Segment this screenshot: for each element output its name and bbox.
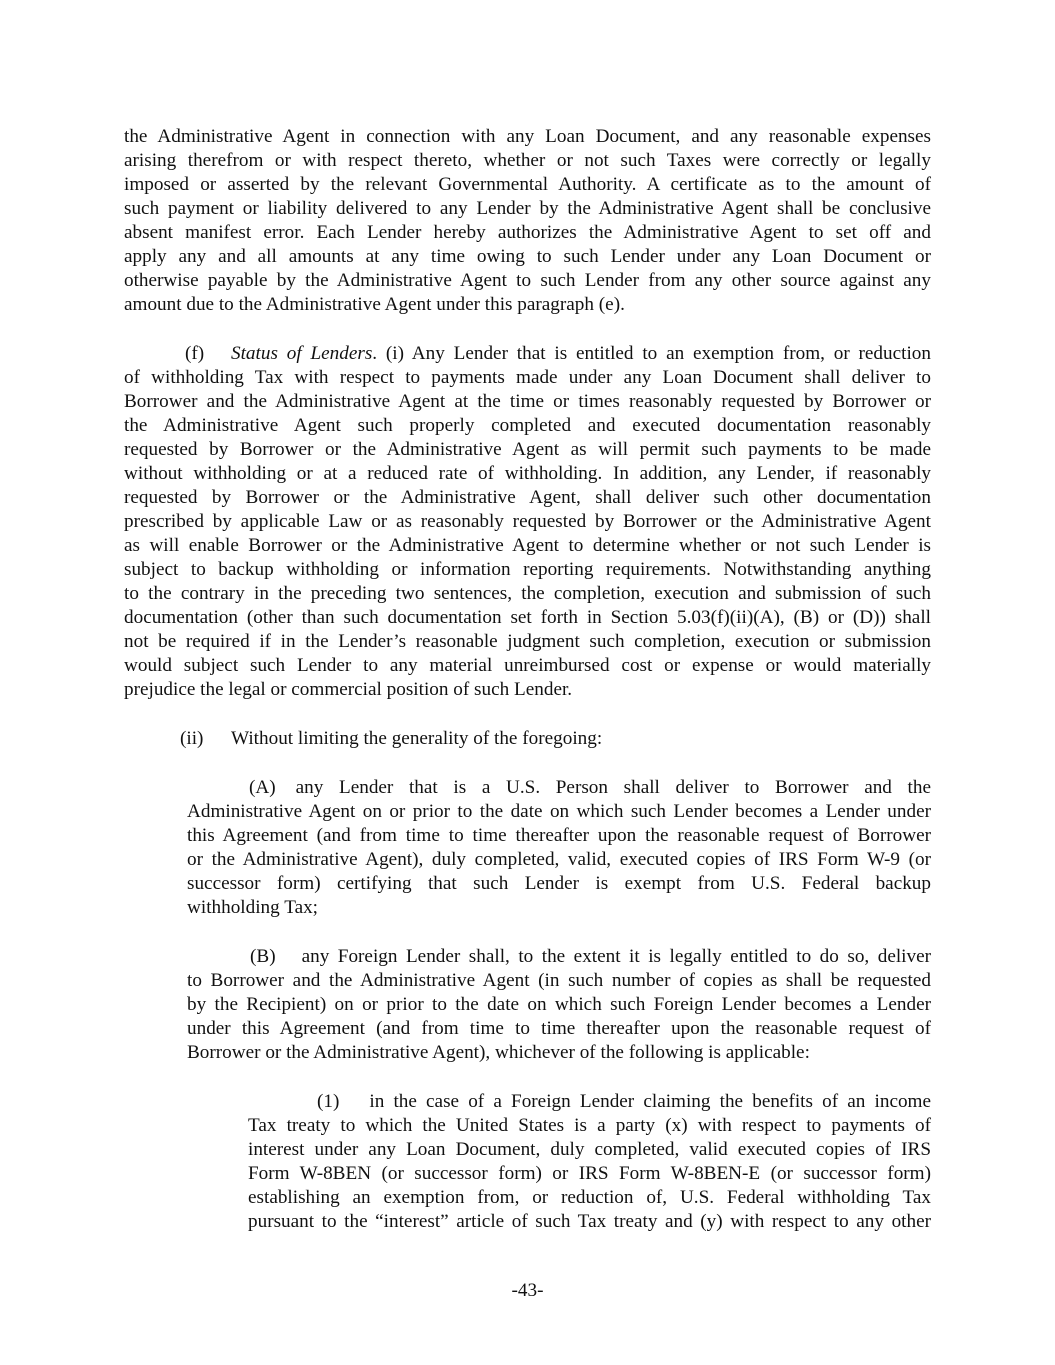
text-line: (f) Status of Lenders. (i) Any Lender that is entitled to an exemption from, or reduction: [185, 343, 931, 364]
paragraph-label: (1): [317, 1091, 340, 1112]
text-line: documentation (other than such documentation set forth in Section 5.03(f)(ii)(A), (B) or (D)) shall: [124, 607, 931, 628]
text-line: interest under any Loan Document, duly completed, valid executed copies of IRS: [248, 1139, 931, 1160]
text-line: absent manifest error. Each Lender hereby authorizes the Administrative Agent to set off and: [124, 222, 931, 243]
paragraph-label: (f): [185, 343, 205, 364]
text-line: (B) any Foreign Lender shall, to the extent it is legally entitled to do so, deliver: [250, 946, 931, 967]
text-line: pursuant to the “interest” article of such Tax treaty and (y) with respect to any other: [248, 1211, 931, 1232]
text-line: Administrative Agent on or prior to the date on which such Lender becomes a Lender under: [187, 801, 931, 822]
text-line: (1) in the case of a Foreign Lender claiming the benefits of an income: [317, 1091, 931, 1112]
text-line: Tax treaty to which the United States is a party (x) with respect to payments of: [248, 1115, 931, 1136]
text-line: amount due to the Administrative Agent under this paragraph (e).: [124, 294, 625, 315]
text-line: imposed or asserted by the relevant Governmental Authority. A certificate as to the amount of: [124, 174, 931, 195]
text-line: of withholding Tax with respect to payments made under any Loan Document shall deliver to: [124, 367, 931, 388]
page-number: -43-: [511, 1280, 544, 1301]
paragraph-label: (A): [249, 777, 276, 798]
text-line: apply any and all amounts at any time owing to such Lender under any Loan Document or: [124, 246, 931, 267]
text-line: Borrower and the Administrative Agent at the time or times reasonably requested by Borrower or: [124, 391, 931, 412]
text-line: withholding Tax;: [187, 897, 319, 918]
text-line: to Borrower and the Administrative Agent (in such number of copies as shall be requested: [187, 970, 931, 991]
text-line: establishing an exemption from, or reduction of, U.S. Federal withholding Tax: [248, 1187, 931, 1208]
text-line: prescribed by applicable Law or as reasonably requested by Borrower or the Administrative Agent: [124, 511, 931, 532]
text-line: successor form) certifying that such Lender is exempt from U.S. Federal backup: [187, 873, 931, 894]
text-line: requested by Borrower or the Administrative Agent as will permit such payments to be made: [124, 439, 931, 460]
text-line: as will enable Borrower or the Administrative Agent to determine whether or not such Lender is: [124, 535, 931, 556]
text-line: prejudice the legal or commercial position of such Lender.: [124, 679, 573, 700]
text-line: (ii) Without limiting the generality of the foregoing:: [180, 728, 603, 749]
section-heading: Status of Lenders: [231, 343, 373, 364]
text-line: without withholding or at a reduced rate of withholding. In addition, any Lender, if reasonably: [124, 463, 931, 484]
text-line: otherwise payable by the Administrative Agent to such Lender from any other source against any: [124, 270, 931, 291]
text-line: this Agreement (and from time to time thereafter upon the reasonable request of Borrower: [187, 825, 931, 846]
text-line: arising therefrom or with respect thereto, whether or not such Taxes were correctly or legally: [124, 150, 931, 171]
text-line: the Administrative Agent such properly completed and executed documentation reasonably: [124, 415, 931, 436]
text-line: the Administrative Agent in connection with any Loan Document, and any reasonable expenses: [124, 126, 931, 147]
text-line: requested by Borrower or the Administrative Agent, shall deliver such other documentation: [124, 487, 931, 508]
paragraph-label: (ii): [180, 728, 204, 749]
text-line: under this Agreement (and from time to time thereafter upon the reasonable request of: [187, 1018, 931, 1039]
text-line: to the contrary in the preceding two sentences, the completion, execution and submission of such: [124, 583, 931, 604]
text-line: by the Recipient) on or prior to the date on which such Foreign Lender becomes a Lender: [187, 994, 931, 1015]
text-line: such payment or liability delivered to any Lender by the Administrative Agent shall be conclusive: [124, 198, 931, 219]
text-line: Borrower or the Administrative Agent), whichever of the following is applicable:: [187, 1042, 810, 1063]
text-line: or the Administrative Agent), duly completed, valid, executed copies of IRS Form W-9 (or: [187, 849, 931, 870]
paragraph-label: (B): [250, 946, 276, 967]
text-line: (A) any Lender that is a U.S. Person shall deliver to Borrower and the: [249, 777, 931, 798]
text-line: subject to backup withholding or information reporting requirements. Notwithstanding anything: [124, 559, 931, 580]
text-line: Form W-8BEN (or successor form) or IRS Form W-8BEN-E (or successor form): [248, 1163, 931, 1184]
text-line: would subject such Lender to any material unreimbursed cost or expense or would materially: [124, 655, 931, 676]
text-line: not be required if in the Lender’s reasonable judgment such completion, execution or submission: [124, 631, 931, 652]
